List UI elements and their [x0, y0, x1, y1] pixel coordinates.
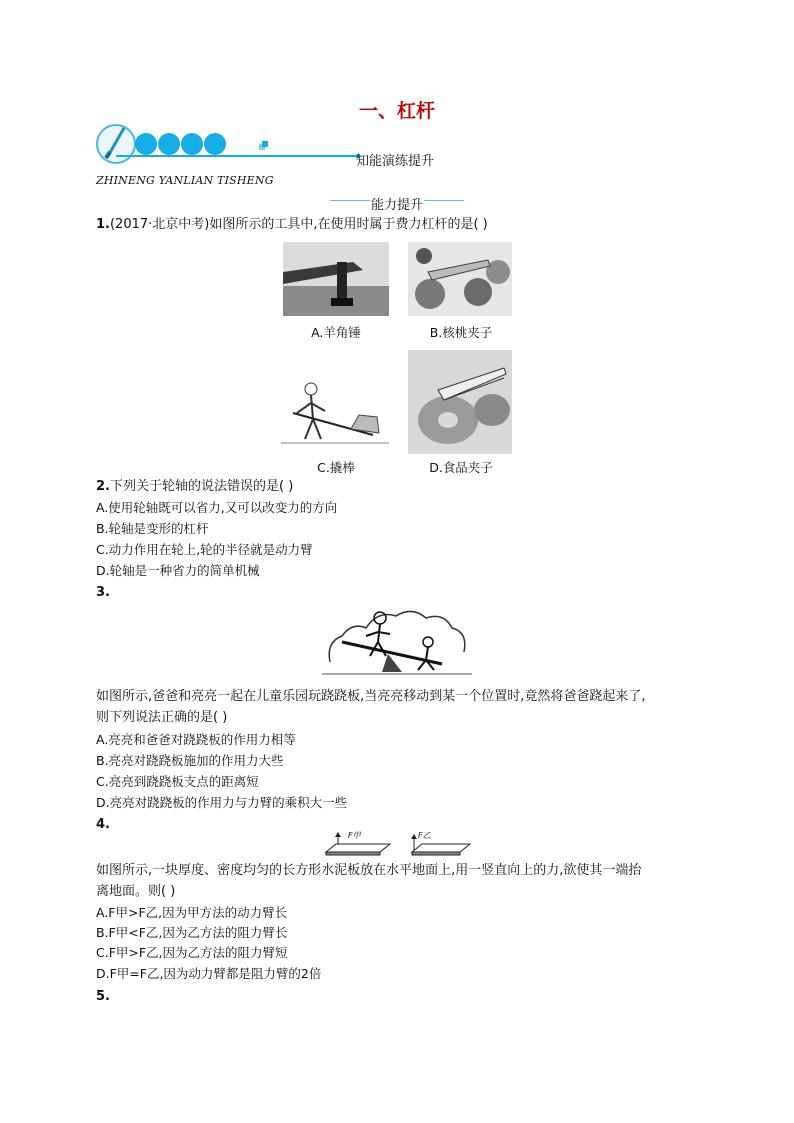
q3-option-a: A.亮亮和爸爸对跷跷板的作用力相等: [96, 732, 296, 747]
question-1: 1.(2017·北京中考)如图所示的工具中,在使用时属于费力杠杆的是( ): [96, 217, 488, 232]
banner-label: 知能演练提升: [356, 154, 435, 169]
figure-seesaw: [322, 602, 472, 678]
figure-nutcracker: [408, 242, 512, 316]
q4-option-a: A.F甲>F乙,因为甲方法的动力臂长: [96, 905, 288, 920]
label-f-jia: F甲: [348, 831, 361, 840]
question-5-number: 5.: [96, 989, 110, 1004]
caption-b: B.核桃夹子: [429, 325, 493, 340]
q3-option-d: D.亮亮对跷跷板的作用力与力臂的乘积大一些: [96, 795, 348, 810]
q3-option-c: C.亮亮到跷跷板支点的距离短: [96, 774, 259, 789]
question-3-number: 3.: [96, 585, 110, 600]
section-heading: 能力提升: [330, 194, 464, 213]
figure-crowbar: [281, 375, 389, 453]
question-3-text-1: 如图所示,爸爸和亮亮一起在儿童乐园玩跷跷板,当亮亮移动到某一个位置时,竟然将爸爸跷起来了,: [96, 689, 646, 704]
figure-food-tongs: [408, 350, 512, 454]
page-title: 一、杠杆: [358, 100, 435, 122]
q2-option-a: A.使用轮轴既可以省力,又可以改变力的方向: [96, 500, 338, 515]
label-f-yi: F乙: [418, 831, 431, 840]
q4-option-c: C.F甲>F乙,因为乙方法的阻力臂短: [96, 945, 288, 960]
q2-option-b: B.轮轴是变形的杠杆: [96, 521, 209, 536]
question-4-number: 4.: [96, 817, 110, 832]
question-2: 2.下列关于轮轴的说法错误的是( ): [96, 479, 294, 494]
q4-option-d: D.F甲=F乙,因为动力臂都是阻力臂的2倍: [96, 966, 322, 981]
question-4-text-2: 离地面。则( ): [96, 884, 176, 899]
banner-pinyin: ZHINENG YANLIAN TISHENG: [96, 174, 274, 187]
q3-option-b: B.亮亮对跷跷板施加的作用力大些: [96, 753, 284, 768]
caption-d: D.食品夹子: [429, 460, 493, 475]
section-banner: [96, 122, 366, 168]
caption-c: C.撬棒: [317, 460, 355, 475]
figure-slabs: [322, 832, 474, 856]
caption-a: A.羊角锤: [311, 325, 361, 340]
question-4-text-1: 如图所示,一块厚度、密度均匀的长方形水泥板放在水平地面上,用一竖直向上的力,欲使其一端抬: [96, 863, 642, 878]
figure-hammer: [283, 242, 389, 316]
q2-option-c: C.动力作用在轮上,轮的半径就是动力臂: [96, 542, 313, 557]
question-3-text-2: 则下列说法正确的是( ): [96, 710, 228, 725]
q2-option-d: D.轮轴是一种省力的简单机械: [96, 563, 260, 578]
q4-option-b: B.F甲<F乙,因为乙方法的阻力臂长: [96, 925, 288, 940]
